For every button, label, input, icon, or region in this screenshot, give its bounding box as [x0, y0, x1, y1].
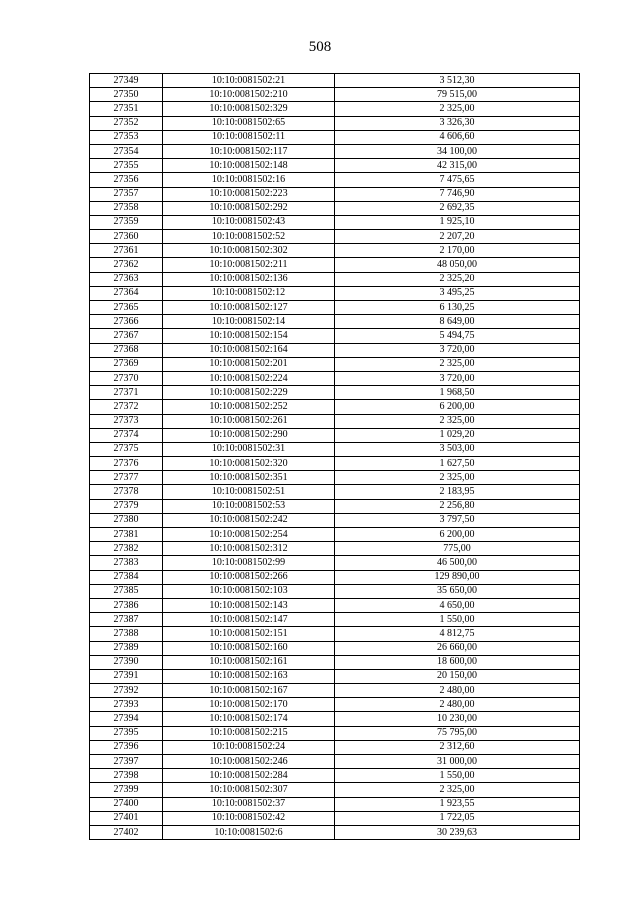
row-number-cell: 27349: [90, 74, 163, 88]
table-row: [90, 825, 580, 839]
cadastral-number-cell: 10:10:0081502:174: [163, 712, 335, 726]
table-row: [90, 301, 580, 315]
table-row: [90, 187, 580, 201]
cadastral-value-cell: 1 925,10: [335, 215, 580, 229]
cadastral-number-cell: 10:10:0081502:24: [163, 740, 335, 754]
cadastral-value-cell: 1 722,05: [335, 811, 580, 825]
cadastral-value-cell: 5 494,75: [335, 329, 580, 343]
table-row: [90, 712, 580, 726]
cadastral-number-cell: 10:10:0081502:201: [163, 357, 335, 371]
cadastral-number-cell: 10:10:0081502:210: [163, 88, 335, 102]
cadastral-value-cell: 26 660,00: [335, 641, 580, 655]
table-row: [90, 755, 580, 769]
cadastral-value-cell: 1 550,00: [335, 769, 580, 783]
cadastral-value-cell: 18 600,00: [335, 655, 580, 669]
cadastral-number-cell: 10:10:0081502:229: [163, 386, 335, 400]
cadastral-value-cell: 2 207,20: [335, 230, 580, 244]
cadastral-number-cell: 10:10:0081502:302: [163, 244, 335, 258]
cadastral-value-cell: 129 890,00: [335, 570, 580, 584]
table-row: [90, 215, 580, 229]
cadastral-value-cell: 2 692,35: [335, 201, 580, 215]
table-row: [90, 130, 580, 144]
cadastral-number-cell: 10:10:0081502:252: [163, 400, 335, 414]
row-number-cell: 27369: [90, 357, 163, 371]
cadastral-value-cell: 2 256,80: [335, 499, 580, 513]
cadastral-value-cell: 2 325,20: [335, 272, 580, 286]
cadastral-number-cell: 10:10:0081502:163: [163, 669, 335, 683]
cadastral-number-cell: 10:10:0081502:16: [163, 173, 335, 187]
row-number-cell: 27372: [90, 400, 163, 414]
row-number-cell: 27352: [90, 116, 163, 130]
row-number-cell: 27389: [90, 641, 163, 655]
table-row: [90, 556, 580, 570]
row-number-cell: 27392: [90, 684, 163, 698]
table-row: [90, 769, 580, 783]
cadastral-number-cell: 10:10:0081502:160: [163, 641, 335, 655]
row-number-cell: 27391: [90, 669, 163, 683]
table-row: [90, 528, 580, 542]
cadastral-value-cell: 2 325,00: [335, 414, 580, 428]
cadastral-number-cell: 10:10:0081502:329: [163, 102, 335, 116]
cadastral-number-cell: 10:10:0081502:11: [163, 130, 335, 144]
table-row: [90, 272, 580, 286]
table-row: [90, 811, 580, 825]
row-number-cell: 27363: [90, 272, 163, 286]
row-number-cell: 27393: [90, 698, 163, 712]
row-number-cell: 27368: [90, 343, 163, 357]
cadastral-value-cell: 6 200,00: [335, 528, 580, 542]
table-row: [90, 258, 580, 272]
table-row: [90, 655, 580, 669]
cadastral-number-cell: 10:10:0081502:167: [163, 684, 335, 698]
page-number: 508: [308, 39, 332, 55]
cadastral-value-cell: 1 029,20: [335, 428, 580, 442]
cadastral-number-cell: 10:10:0081502:148: [163, 159, 335, 173]
cadastral-number-cell: 10:10:0081502:320: [163, 457, 335, 471]
cadastral-number-cell: 10:10:0081502:261: [163, 414, 335, 428]
table-row: [90, 797, 580, 811]
row-number-cell: 27378: [90, 485, 163, 499]
table-row: [90, 684, 580, 698]
row-number-cell: 27361: [90, 244, 163, 258]
table-row: [90, 159, 580, 173]
cadastral-number-cell: 10:10:0081502:65: [163, 116, 335, 130]
cadastral-number-cell: 10:10:0081502:117: [163, 144, 335, 158]
cadastral-value-cell: 75 795,00: [335, 726, 580, 740]
row-number-cell: 27362: [90, 258, 163, 272]
row-number-cell: 27395: [90, 726, 163, 740]
row-number-cell: 27377: [90, 471, 163, 485]
table-row: [90, 471, 580, 485]
table-row: [90, 783, 580, 797]
cadastral-value-cell: 48 050,00: [335, 258, 580, 272]
table-row: [90, 457, 580, 471]
cadastral-value-cell: 46 500,00: [335, 556, 580, 570]
cadastral-value-cell: 3 495,25: [335, 286, 580, 300]
cadastral-value-cell: 34 100,00: [335, 144, 580, 158]
row-number-cell: 27394: [90, 712, 163, 726]
cadastral-value-cell: 31 000,00: [335, 755, 580, 769]
row-number-cell: 27365: [90, 301, 163, 315]
cadastral-value-cell: 4 650,00: [335, 598, 580, 612]
cadastral-number-cell: 10:10:0081502:6: [163, 825, 335, 839]
cadastral-number-cell: 10:10:0081502:43: [163, 215, 335, 229]
cadastral-value-cell: 7 746,90: [335, 187, 580, 201]
row-number-cell: 27350: [90, 88, 163, 102]
table-row: [90, 442, 580, 456]
table-row: [90, 570, 580, 584]
cadastral-value-cell: 2 480,00: [335, 684, 580, 698]
table-row: [90, 584, 580, 598]
row-number-cell: 27381: [90, 528, 163, 542]
row-number-cell: 27397: [90, 755, 163, 769]
cadastral-number-cell: 10:10:0081502:154: [163, 329, 335, 343]
cadastral-number-cell: 10:10:0081502:292: [163, 201, 335, 215]
cadastral-number-cell: 10:10:0081502:52: [163, 230, 335, 244]
cadastral-number-cell: 10:10:0081502:254: [163, 528, 335, 542]
row-number-cell: 27356: [90, 173, 163, 187]
table-row: [90, 386, 580, 400]
cadastral-value-cell: 2 170,00: [335, 244, 580, 258]
cadastral-number-cell: 10:10:0081502:284: [163, 769, 335, 783]
cadastral-number-cell: 10:10:0081502:51: [163, 485, 335, 499]
cadastral-number-cell: 10:10:0081502:246: [163, 755, 335, 769]
row-number-cell: 27370: [90, 371, 163, 385]
cadastral-number-cell: 10:10:0081502:143: [163, 598, 335, 612]
row-number-cell: 27355: [90, 159, 163, 173]
row-number-cell: 27374: [90, 428, 163, 442]
cadastral-number-cell: 10:10:0081502:12: [163, 286, 335, 300]
cadastral-value-cell: 1 550,00: [335, 613, 580, 627]
row-number-cell: 27399: [90, 783, 163, 797]
cadastral-number-cell: 10:10:0081502:53: [163, 499, 335, 513]
table-row: [90, 286, 580, 300]
table-body: [90, 74, 580, 840]
table-row: [90, 357, 580, 371]
table-row: [90, 485, 580, 499]
cadastral-value-cell: 10 230,00: [335, 712, 580, 726]
row-number-cell: 27367: [90, 329, 163, 343]
table-row: [90, 88, 580, 102]
table-row: [90, 371, 580, 385]
table-row: [90, 400, 580, 414]
cadastral-number-cell: 10:10:0081502:290: [163, 428, 335, 442]
row-number-cell: 27351: [90, 102, 163, 116]
cadastral-value-cell: 4 812,75: [335, 627, 580, 641]
row-number-cell: 27366: [90, 315, 163, 329]
table-row: [90, 499, 580, 513]
cadastral-value-cell: 3 326,30: [335, 116, 580, 130]
cadastral-value-cell: 1 627,50: [335, 457, 580, 471]
cadastral-value-cell: 2 325,00: [335, 357, 580, 371]
cadastral-value-cell: 2 325,00: [335, 471, 580, 485]
cadastral-number-cell: 10:10:0081502:224: [163, 371, 335, 385]
cadastral-value-cell: 42 315,00: [335, 159, 580, 173]
table-row: [90, 315, 580, 329]
cadastral-value-cell: 79 515,00: [335, 88, 580, 102]
cadastral-number-cell: 10:10:0081502:215: [163, 726, 335, 740]
row-number-cell: 27401: [90, 811, 163, 825]
table-row: [90, 542, 580, 556]
cadastral-value-cell: 4 606,60: [335, 130, 580, 144]
cadastral-number-cell: 10:10:0081502:136: [163, 272, 335, 286]
cadastral-number-cell: 10:10:0081502:42: [163, 811, 335, 825]
cadastral-number-cell: 10:10:0081502:103: [163, 584, 335, 598]
table-row: [90, 144, 580, 158]
row-number-cell: 27402: [90, 825, 163, 839]
row-number-cell: 27400: [90, 797, 163, 811]
cadastral-number-cell: 10:10:0081502:170: [163, 698, 335, 712]
row-number-cell: 27382: [90, 542, 163, 556]
table-row: [90, 428, 580, 442]
row-number-cell: 27353: [90, 130, 163, 144]
cadastral-number-cell: 10:10:0081502:31: [163, 442, 335, 456]
row-number-cell: 27360: [90, 230, 163, 244]
cadastral-number-cell: 10:10:0081502:164: [163, 343, 335, 357]
table-row: [90, 102, 580, 116]
row-number-cell: 27390: [90, 655, 163, 669]
table-row: [90, 116, 580, 130]
row-number-cell: 27383: [90, 556, 163, 570]
cadastral-value-cell: 35 650,00: [335, 584, 580, 598]
table-row: [90, 613, 580, 627]
cadastral-value-table: [89, 73, 580, 840]
cadastral-value-cell: 3 720,00: [335, 343, 580, 357]
row-number-cell: 27358: [90, 201, 163, 215]
table-row: [90, 414, 580, 428]
table-row: [90, 343, 580, 357]
table-row: [90, 513, 580, 527]
table-row: [90, 74, 580, 88]
cadastral-number-cell: 10:10:0081502:21: [163, 74, 335, 88]
table-row: [90, 230, 580, 244]
cadastral-number-cell: 10:10:0081502:147: [163, 613, 335, 627]
cadastral-value-cell: 2 480,00: [335, 698, 580, 712]
cadastral-value-cell: 6 200,00: [335, 400, 580, 414]
cadastral-value-cell: 2 183,95: [335, 485, 580, 499]
cadastral-value-cell: 1 968,50: [335, 386, 580, 400]
cadastral-value-cell: 3 797,50: [335, 513, 580, 527]
cadastral-number-cell: 10:10:0081502:266: [163, 570, 335, 584]
cadastral-number-cell: 10:10:0081502:312: [163, 542, 335, 556]
row-number-cell: 27398: [90, 769, 163, 783]
row-number-cell: 27357: [90, 187, 163, 201]
row-number-cell: 27386: [90, 598, 163, 612]
cadastral-number-cell: 10:10:0081502:211: [163, 258, 335, 272]
table-row: [90, 726, 580, 740]
row-number-cell: 27388: [90, 627, 163, 641]
cadastral-number-cell: 10:10:0081502:99: [163, 556, 335, 570]
cadastral-value-cell: 6 130,25: [335, 301, 580, 315]
table-row: [90, 329, 580, 343]
row-number-cell: 27354: [90, 144, 163, 158]
table-row: [90, 173, 580, 187]
table-row: [90, 244, 580, 258]
table-row: [90, 740, 580, 754]
cadastral-value-cell: 775,00: [335, 542, 580, 556]
cadastral-number-cell: 10:10:0081502:14: [163, 315, 335, 329]
row-number-cell: 27385: [90, 584, 163, 598]
row-number-cell: 27384: [90, 570, 163, 584]
cadastral-number-cell: 10:10:0081502:161: [163, 655, 335, 669]
cadastral-value-cell: 3 512,30: [335, 74, 580, 88]
cadastral-number-cell: 10:10:0081502:351: [163, 471, 335, 485]
table-row: [90, 669, 580, 683]
table-row: [90, 627, 580, 641]
row-number-cell: 27379: [90, 499, 163, 513]
cadastral-value-cell: 2 325,00: [335, 102, 580, 116]
cadastral-number-cell: 10:10:0081502:223: [163, 187, 335, 201]
cadastral-value-cell: 20 150,00: [335, 669, 580, 683]
cadastral-value-cell: 3 503,00: [335, 442, 580, 456]
cadastral-value-cell: 2 325,00: [335, 783, 580, 797]
cadastral-number-cell: 10:10:0081502:37: [163, 797, 335, 811]
cadastral-number-cell: 10:10:0081502:307: [163, 783, 335, 797]
row-number-cell: 27396: [90, 740, 163, 754]
cadastral-number-cell: 10:10:0081502:127: [163, 301, 335, 315]
row-number-cell: 27380: [90, 513, 163, 527]
cadastral-number-cell: 10:10:0081502:151: [163, 627, 335, 641]
row-number-cell: 27375: [90, 442, 163, 456]
row-number-cell: 27359: [90, 215, 163, 229]
cadastral-value-cell: 2 312,60: [335, 740, 580, 754]
table-row: [90, 598, 580, 612]
cadastral-value-cell: 1 923,55: [335, 797, 580, 811]
table-row: [90, 641, 580, 655]
row-number-cell: 27364: [90, 286, 163, 300]
row-number-cell: 27371: [90, 386, 163, 400]
cadastral-value-cell: 7 475,65: [335, 173, 580, 187]
cadastral-value-cell: 3 720,00: [335, 371, 580, 385]
row-number-cell: 27373: [90, 414, 163, 428]
row-number-cell: 27387: [90, 613, 163, 627]
table-row: [90, 201, 580, 215]
table-row: [90, 698, 580, 712]
cadastral-number-cell: 10:10:0081502:242: [163, 513, 335, 527]
cadastral-value-cell: 8 649,00: [335, 315, 580, 329]
cadastral-value-cell: 30 239,63: [335, 825, 580, 839]
row-number-cell: 27376: [90, 457, 163, 471]
